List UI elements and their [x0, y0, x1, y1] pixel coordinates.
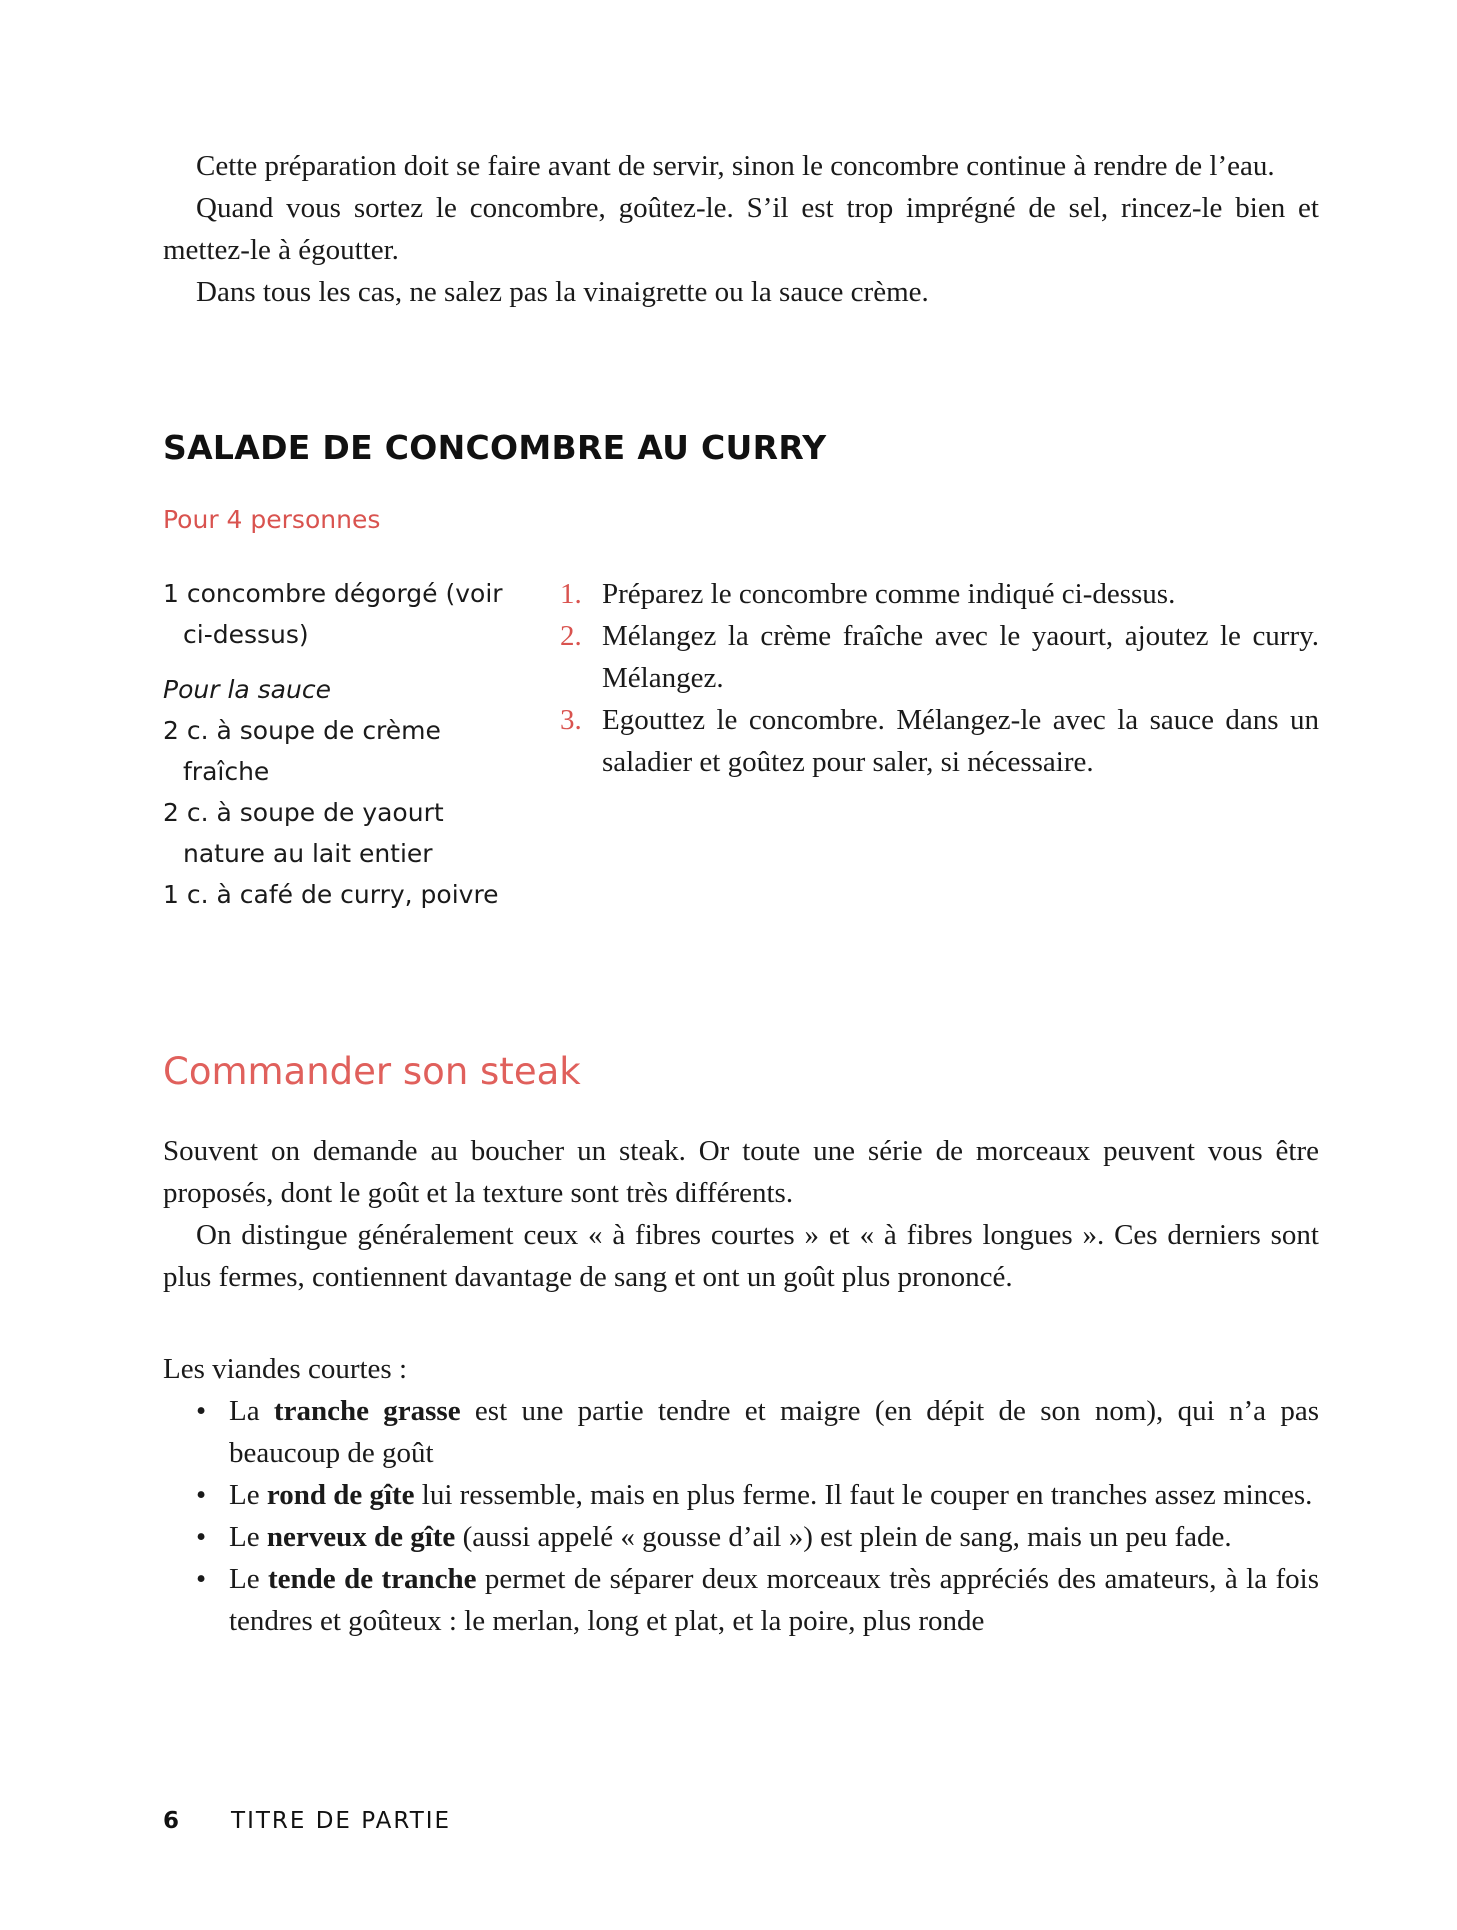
step-item: [560, 573, 1319, 615]
list-item: [163, 1558, 1319, 1642]
ingredient-main: 1 concombre dégorgé (voir ci-dessus): [163, 579, 503, 649]
part-title: TITRE DE PARTIE: [231, 1808, 452, 1834]
ingredient-sauce-1: 2 c. à soupe de crème fraîche: [163, 716, 441, 786]
item-prefix: Le: [229, 1563, 268, 1595]
recipe-steps: [560, 573, 1319, 783]
section-paragraph-1: Souvent on demande au boucher un steak. Or toute une série de morceaux peuvent vous être proposés, dont le goût et la texture sont très différents.: [163, 1135, 1319, 1209]
sauce-heading: Pour la sauce: [163, 675, 331, 704]
ingredient-sauce-3: 1 c. à café de curry, poivre: [163, 880, 499, 909]
ingredients-list: [163, 573, 523, 915]
section-title: Commander son steak: [163, 1050, 581, 1093]
list-item: [163, 1474, 1319, 1516]
bullet-icon: •: [196, 1563, 207, 1595]
section-body: [163, 1130, 1319, 1298]
item-description: est une partie tendre et maigre (en dépit de son nom), qui n’a pas beaucoup de goût: [229, 1395, 1319, 1469]
step-text: Egouttez le concombre. Mélangez-le avec la sauce dans un saladier et goûtez pour saler, si nécessaire.: [602, 704, 1319, 778]
item-term: rond de gîte: [266, 1479, 415, 1511]
step-item: [560, 615, 1319, 699]
section-paragraph-2: On distingue généralement ceux « à fibres courtes » et « à fibres longues ». Ces derniers sont plus fermes, contiennent davantage de sang et ont un goût plus prononcé.: [163, 1219, 1319, 1293]
intro-paragraph-3: Dans tous les cas, ne salez pas la vinaigrette ou la sauce crème.: [196, 276, 929, 308]
list-item: [163, 1516, 1319, 1558]
item-description: lui ressemble, mais en plus ferme. Il faut le couper en tranches assez minces.: [414, 1479, 1313, 1511]
item-prefix: Le: [229, 1479, 267, 1511]
item-prefix: La: [229, 1395, 274, 1427]
step-number: 3.: [560, 704, 582, 736]
step-item: [560, 699, 1319, 783]
recipe-servings: Pour 4 personnes: [163, 505, 381, 534]
bullet-icon: •: [196, 1521, 207, 1553]
recipe-title: SALADE DE CONCOMBRE AU CURRY: [163, 428, 827, 467]
step-number: 2.: [560, 620, 582, 652]
list-intro: Les viandes courtes :: [163, 1353, 408, 1385]
item-description: permet de séparer deux morceaux très appréciés des amateurs, à la fois tendres et goûteux : le merlan, long et plat, et la poire, plus ronde: [229, 1563, 1319, 1637]
item-term: tende de tranche: [268, 1563, 477, 1595]
intro-text: [163, 145, 1319, 313]
intro-paragraph-1: Cette préparation doit se faire avant de servir, sinon le concombre continue à rendre de l’eau.: [196, 150, 1275, 182]
viandes-list: [163, 1390, 1319, 1642]
bullet-icon: •: [196, 1479, 207, 1511]
step-text: Mélangez la crème fraîche avec le yaourt, ajoutez le curry. Mélangez.: [602, 620, 1319, 694]
list-item: [163, 1390, 1319, 1474]
page-footer: [163, 1808, 451, 1834]
item-term: nerveux de gîte: [266, 1521, 456, 1553]
page-number: 6: [163, 1808, 180, 1834]
intro-paragraph-2: Quand vous sortez le concombre, goûtez-le. S’il est trop imprégné de sel, rincez-le bien et mettez-le à égoutter.: [163, 192, 1319, 266]
item-term: tranche grasse: [273, 1395, 461, 1427]
step-number: 1.: [560, 578, 582, 610]
ingredient-sauce-2: 2 c. à soupe de yaourt nature au lait entier: [163, 798, 444, 868]
item-prefix: Le: [229, 1521, 267, 1553]
item-description: (aussi appelé « gousse d’ail ») est plein de sang, mais un peu fade.: [455, 1521, 1232, 1553]
viandes-list-block: [163, 1348, 1319, 1642]
step-text: Préparez le concombre comme indiqué ci-dessus.: [602, 578, 1176, 610]
bullet-icon: •: [196, 1395, 207, 1427]
